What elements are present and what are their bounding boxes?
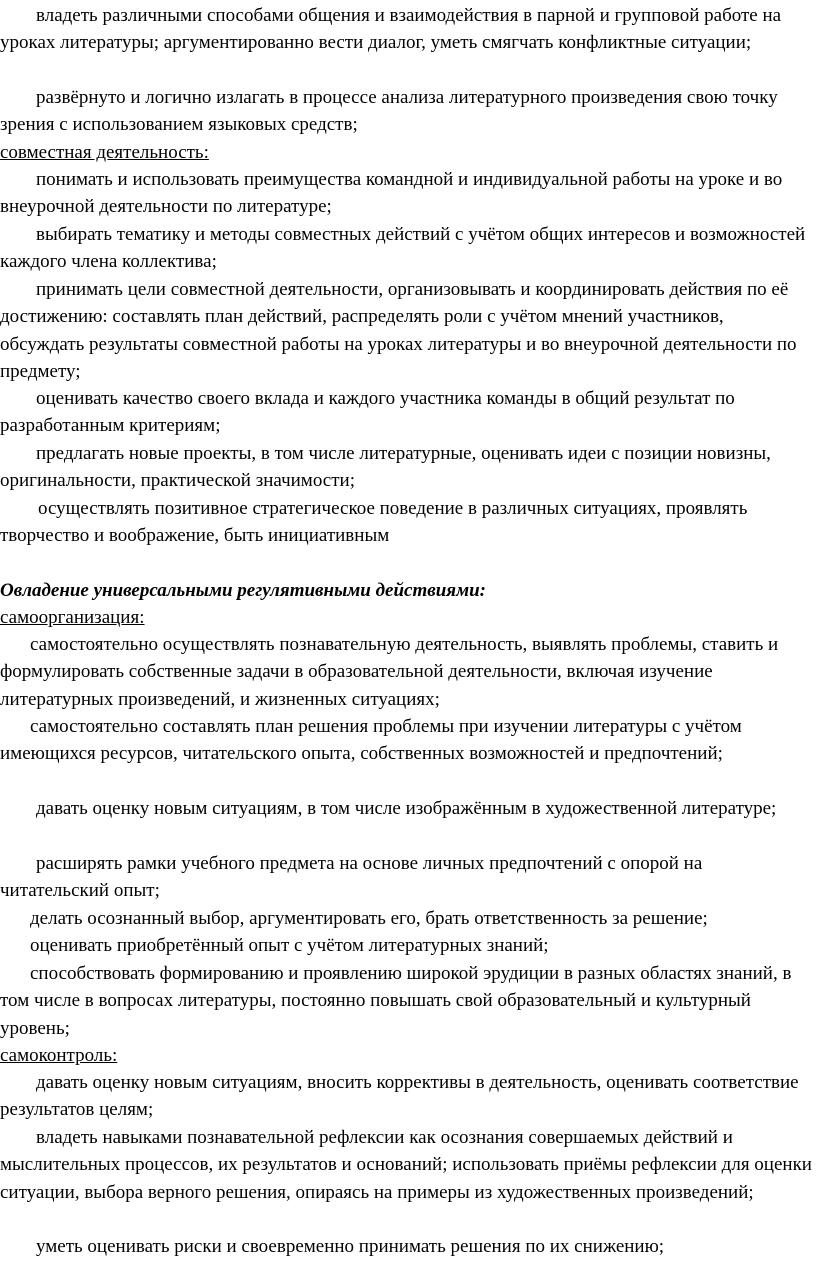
subheading-joint-activity: совместная деятельность: xyxy=(0,142,209,163)
paragraph-risks: уметь оценивать риски и своевременно принимать решения по их снижению; xyxy=(36,1236,665,1257)
paragraph-reflection: владеть навыками познавательной рефлексии как осознания совершаемых действий и мыслительных процессов, их результатов и оснований; использовать приёмы рефлексии для оценки ситуации, выбора верного решения, опираясь на примеры из художественных произведений; xyxy=(0,1127,812,1203)
subheading-self-organization: самоорганизация: xyxy=(0,607,145,628)
paragraph-corrections: давать оценку новым ситуациям, вносить коррективы в деятельность, оценивать соответствие результатов целям; xyxy=(0,1072,799,1121)
paragraph-goals: принимать цели совместной деятельности, организовывать и координировать действия по её достижению: составлять план действий, распределять роли с учётом мнений участников, обсуждать результаты совместной работы на уроках литературы и во внеурочной деятельности по предмету; xyxy=(0,279,797,382)
paragraph-scope: расширять рамки учебного предмета на основе личных предпочтений с опорой на читательский опыт; xyxy=(0,853,703,902)
paragraph-contribution: оценивать качество своего вклада и каждого участника команды в общий результат по разработанным критериям; xyxy=(0,388,735,437)
paragraph-assessment: давать оценку новым ситуациям, в том числе изображённым в художественной литературе; xyxy=(36,798,777,819)
paragraph-argumentation: развёрнуто и логично излагать в процессе анализа литературного произведения свою точку зрения с использованием языковых средств; xyxy=(0,87,778,136)
paragraph-plan: самостоятельно составлять план решения проблемы при изучении литературы с учётом имеющихся ресурсов, читательского опыта, собственных возможностей и предпочтений; xyxy=(0,716,742,765)
subheading-self-control: самоконтроль: xyxy=(0,1045,118,1066)
paragraph-experience: оценивать приобретённый опыт с учётом литературных знаний; xyxy=(30,935,549,956)
paragraph-projects: предлагать новые проекты, в том числе литературные, оценивать идеи с позиции новизны, оригинальности, практической значимости; xyxy=(0,443,771,492)
paragraph-choice: делать осознанный выбор, аргументировать его, брать ответственность за решение; xyxy=(30,908,708,929)
paragraph-teamwork: понимать и использовать преимущества командной и индивидуальной работы на уроке и во внеурочной деятельности по литературе; xyxy=(0,169,783,218)
paragraph-cognitive: самостоятельно осуществлять познавательную деятельность, выявлять проблемы, ставить и формулировать собственные задачи в образовательной деятельности, включая изучение литературных произведений, и жизненных ситуациях; xyxy=(0,634,779,710)
section-heading-regulative: Овладение универсальными регулятивными действиями: xyxy=(0,580,486,601)
paragraph-erudition: способствовать формированию и проявлению широкой эрудиции в разных областях знаний, в том числе в вопросах литературы, постоянно повышать свой образовательный и культурный уровень; xyxy=(0,963,792,1039)
paragraph-strategy: осуществлять позитивное стратегическое поведение в различных ситуациях, проявлять творчество и воображение, быть инициативным xyxy=(0,498,748,547)
paragraph-communication: владеть различными способами общения и взаимодействия в парной и групповой работе на уроках литературы; аргументированно вести диалог, уметь смягчать конфликтные ситуации; xyxy=(0,5,782,54)
paragraph-topics: выбирать тематику и методы совместных действий с учётом общих интересов и возможностей каждого члена коллектива; xyxy=(0,224,806,273)
